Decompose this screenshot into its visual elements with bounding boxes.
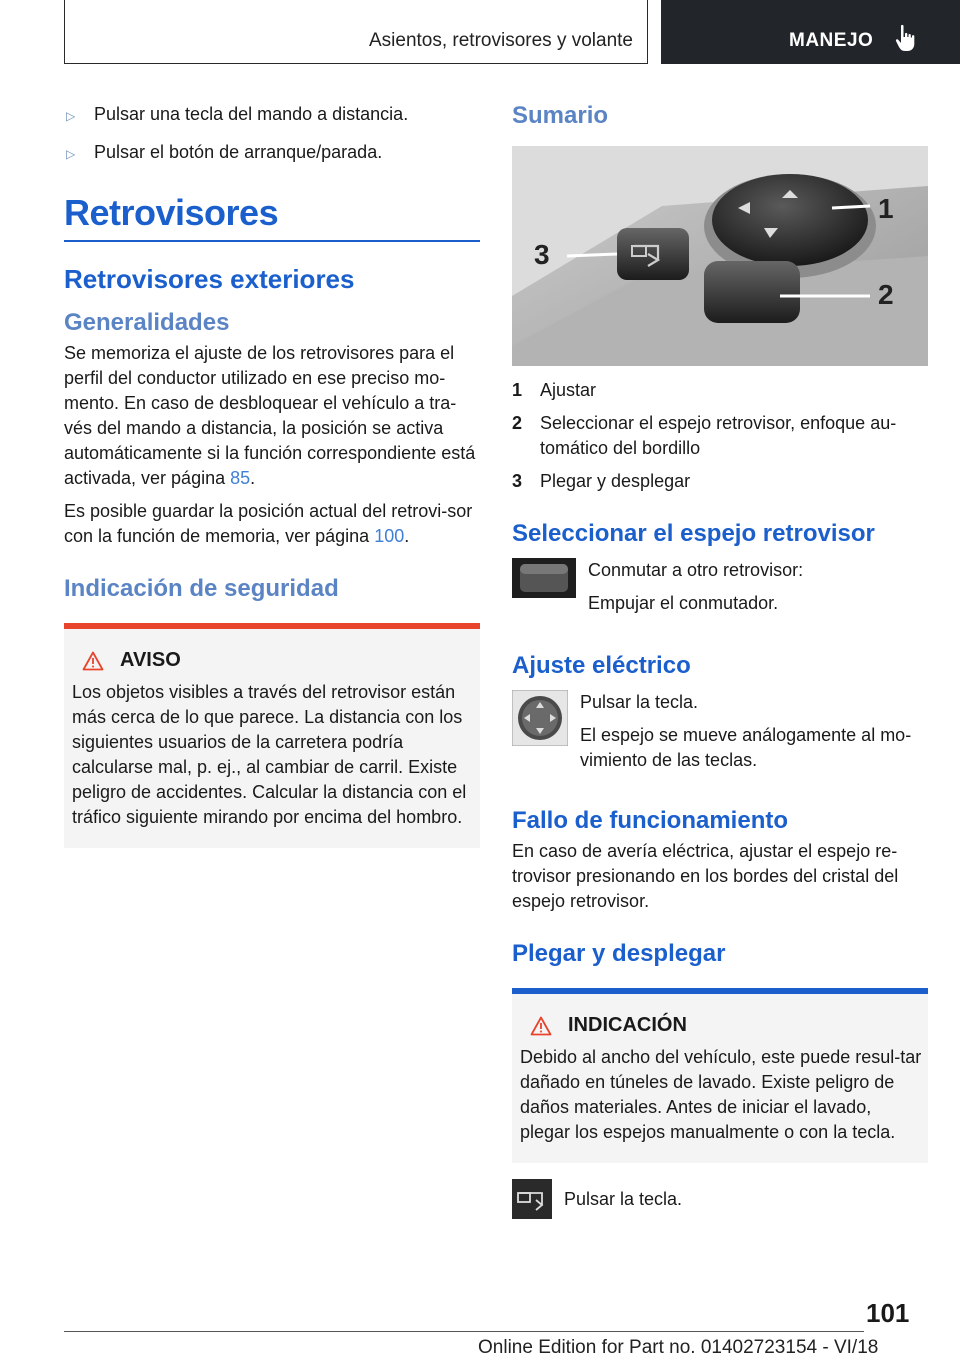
legend-item [512, 469, 928, 494]
header-section-title: Asientos, retrovisores y volante [368, 30, 633, 51]
notice-box [512, 988, 928, 1163]
heading-fold: Plegar y desplegar [512, 940, 726, 967]
section-heading-exterior: Retrovisores exteriores [64, 264, 355, 294]
electric-adjust-text-2: El espejo se mueve análogamente al mo-vimiento de las teclas. [580, 725, 912, 770]
heading-select-mirror: Seleccionar el espejo retrovisor [512, 520, 875, 547]
legend-number: 3 [512, 471, 523, 491]
fold-row [512, 1179, 928, 1220]
page-link-100[interactable]: 100 [374, 526, 405, 546]
heading-safety: Indicación de seguridad [64, 575, 339, 602]
warning-text: Los objetos visibles a través del retrovisor están más cerca de lo que parece. La distancia con los siguientes usuarios de la carretera podría calcularse mal, p. ej., al cambiar de carril. Existe peligro de accidentes. Calcular la distancia con el tráfico siguiente mirando por encima del hombro. [72, 682, 467, 827]
notice-label: INDICACIÓN [568, 1014, 687, 1036]
warning-header [82, 649, 474, 672]
footer-divider [64, 1331, 864, 1332]
heading-malfunction: Fallo de funcionamiento [512, 807, 789, 834]
malfunction-text: En caso de avería eléctrica, ajustar el espejo re-trovisor presionando en los bordes del cristal del espejo retrovisor. [512, 841, 899, 911]
header-chapter-tab [661, 0, 960, 64]
electric-adjust-text-1: Pulsar la tecla. [580, 692, 699, 712]
warning-triangle-icon [530, 1016, 552, 1036]
header-chapter-title: MANEJO [789, 30, 874, 51]
list-item [64, 102, 480, 128]
heading-electric-adjust: Ajuste eléctrico [512, 652, 691, 679]
legend-text: Plegar y desplegar [540, 471, 691, 491]
electric-adjust-row [512, 690, 928, 781]
paragraph-text: Es posible guardar la posición actual del retrovi-sor con la función de memoria, ver página [64, 501, 473, 546]
page-link-85[interactable]: 85 [230, 468, 251, 488]
footer-edition-text: Online Edition for Part no. 01402723154 - VI/18 [478, 1337, 879, 1358]
warning-box [64, 623, 480, 848]
photo-callout-1: 1 [878, 193, 894, 224]
paragraph-general-1: Se memoriza el ajuste de los retrovisores para el perfil del conductor utilizado en ese preciso mo-mento. En caso de desbloquear el vehículo a tra-vés del mando a distancia, la posición se activa automáticamente si la función correspondiente está activada, ver página 85. [64, 343, 476, 488]
fold-text: Pulsar la tecla. [564, 1189, 683, 1209]
list-item [64, 140, 480, 166]
header-section-box [64, 0, 648, 64]
legend-text: Ajustar [540, 380, 597, 400]
paragraph-general-2: Es posible guardar la posición actual del retrovi-sor con la función de memoria, ver página 100. [64, 501, 473, 546]
notice-text: Debido al ancho del vehículo, este puede resul-tar dañado en túneles de lavado. Existe peligro de daños materiales. Antes de iniciar el lavado, plegar los espejos manualmente o con la tecla. [520, 1047, 922, 1142]
list-item-text: Pulsar una tecla del mando a distancia. [94, 104, 409, 124]
mirror-switch-icon [512, 558, 576, 598]
page-title: Retrovisores [64, 192, 480, 242]
legend-item [512, 411, 928, 461]
page-number: 101 [866, 1298, 910, 1328]
photo-callout-3: 3 [534, 239, 550, 270]
heading-summary: Sumario [512, 102, 609, 129]
notice-header [530, 1014, 922, 1037]
pointing-hand-icon [895, 24, 919, 52]
select-mirror-text-1: Conmutar a otro retrovisor: [588, 560, 804, 580]
paragraph-text: Se memoriza el ajuste de los retrovisores para el perfil del conductor utilizado en ese preciso mo-mento. En caso de desbloquear el vehículo a tra-vés del mando a distancia, la posición se activa automáticamente si la función correspondiente está activada, ver página [64, 343, 476, 488]
triangle-bullet-icon: ▷ [66, 109, 76, 123]
legend-text: Seleccionar el espejo retrovisor, enfoque au-tomático del bordillo [540, 413, 897, 458]
triangle-bullet-icon: ▷ [66, 147, 76, 161]
left-column [64, 96, 480, 848]
legend-item [512, 378, 928, 403]
fold-mirror-button-icon [512, 1179, 552, 1219]
mirror-adjust-joystick-icon [512, 690, 568, 746]
warning-label: AVISO [120, 649, 181, 671]
photo-callout-2: 2 [878, 279, 894, 310]
right-column [512, 96, 928, 1220]
select-mirror-row [512, 558, 928, 624]
legend-number: 1 [512, 380, 523, 400]
mirror-control-photo [512, 146, 928, 366]
select-mirror-text-2: Empujar el conmutador. [588, 593, 779, 613]
heading-general: Generalidades [64, 309, 230, 336]
list-item-text: Pulsar el botón de arranque/parada. [94, 142, 383, 162]
legend-number: 2 [512, 413, 523, 433]
photo-legend [512, 378, 928, 494]
warning-triangle-icon [82, 651, 104, 671]
